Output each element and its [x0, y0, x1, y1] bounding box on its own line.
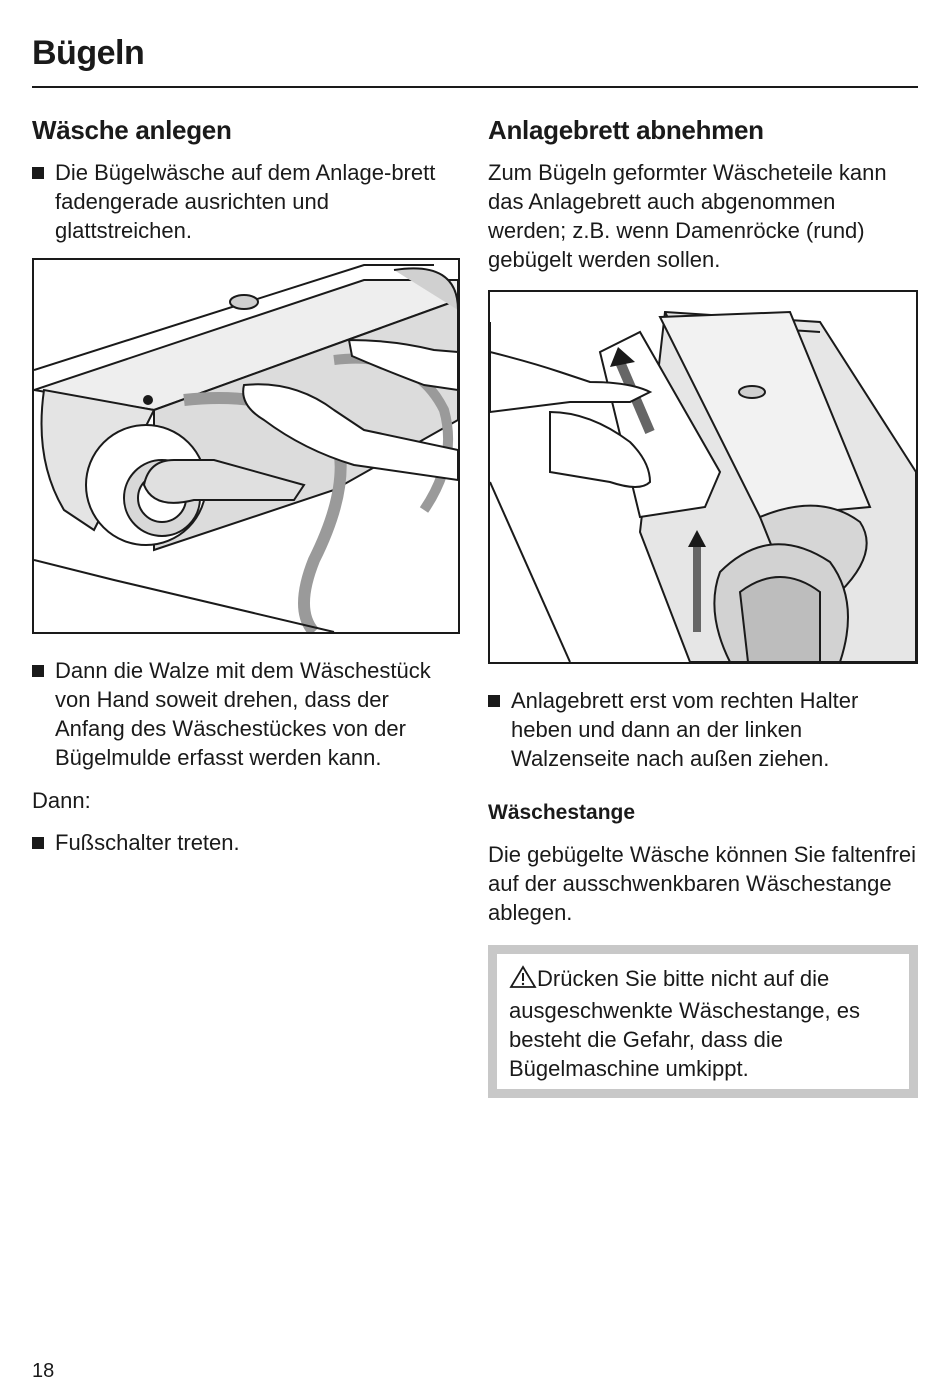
instruction-step — [32, 656, 462, 772]
page-title: Bügeln — [32, 34, 145, 72]
warning-text: Drücken Sie bitte nicht auf die ausgeschwenkte Wäschestange, es besteht die Gefahr, dass die Bügelmaschine umkippt. — [509, 966, 860, 1081]
instruction-text: Anlagebrett erst vom rechten Halter heben und dann an der linken Walzenseite nach außen ziehen. — [511, 688, 859, 771]
section-heading-waesche-anlegen: Wäsche anlegen — [32, 115, 232, 145]
remove-feed-board-icon — [490, 292, 916, 662]
instruction-text: Die Bügelwäsche auf dem Anlage-brett fadengerade ausrichten und glattstreichen. — [55, 160, 436, 243]
instruction-text: Dann die Walze mit dem Wäschestück von Hand soweit drehen, dass der Anfang des Wäschestückes von der Bügelmulde erfasst werden kann. — [55, 658, 431, 770]
feed-board-removal-illustration — [488, 290, 918, 664]
ironing-roller-hands-icon — [34, 260, 458, 632]
rail-paragraph: Die gebügelte Wäsche können Sie faltenfrei auf der ausschwenkbaren Wäschestange ablegen. — [488, 842, 917, 925]
ironing-roller-illustration — [32, 258, 460, 634]
instruction-text: Fußschalter treten. — [55, 830, 240, 855]
then-label: Dann: — [32, 788, 91, 813]
subheading-waeschestange: Wäschestange — [488, 801, 636, 824]
bullet-square-icon — [32, 167, 44, 179]
bullet-square-icon — [488, 695, 500, 707]
intro-paragraph: Zum Bügeln geformter Wäscheteile kann das Anlagebrett auch abgenommen werden; z.B. wenn Damenröcke (rund) gebügelt werden sollen. — [488, 160, 887, 272]
bullet-square-icon — [32, 837, 44, 849]
page-number: 18 — [32, 1360, 55, 1382]
right-column — [488, 110, 918, 1098]
warning-triangle-icon — [509, 965, 537, 996]
title-divider — [32, 86, 918, 88]
warning-box — [488, 945, 918, 1098]
left-column — [32, 110, 462, 857]
instruction-step — [488, 686, 918, 773]
section-heading-anlagebrett-abnehmen: Anlagebrett abnehmen — [488, 115, 764, 145]
bullet-square-icon — [32, 665, 44, 677]
instruction-step — [32, 828, 462, 857]
instruction-step — [32, 158, 462, 245]
